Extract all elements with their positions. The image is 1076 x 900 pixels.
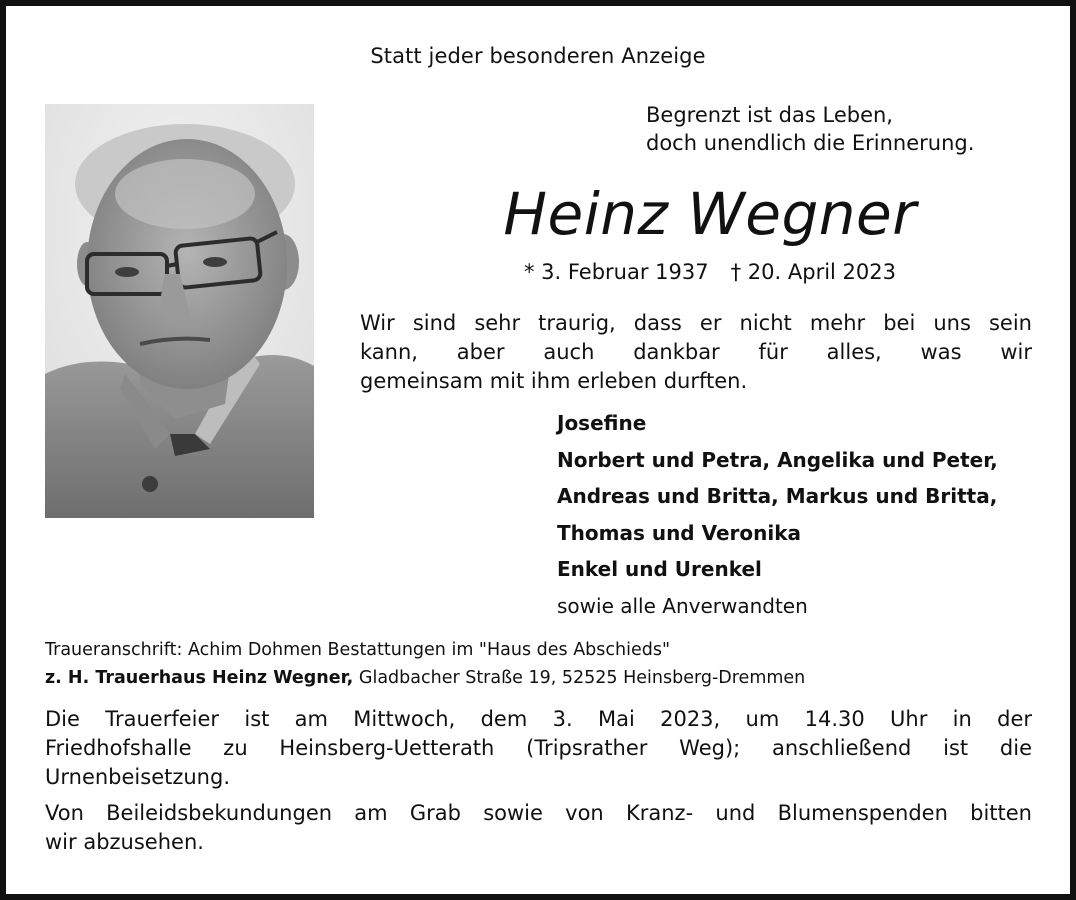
request-line: wir abzusehen. <box>45 830 204 854</box>
address-line-1: Traueranschrift: Achim Dohmen Bestattungen im "Haus des Abschieds" <box>45 640 671 660</box>
condolence-request <box>45 799 1032 857</box>
message-line: gemeinsam mit ihm erleben durften. <box>360 369 748 393</box>
mourner-name: Josefine <box>557 411 647 435</box>
life-dates <box>440 260 980 284</box>
mourning-address <box>45 636 805 692</box>
deceased-name: Heinz Wegner <box>503 180 917 248</box>
address-line-2 <box>45 664 805 692</box>
ceremony-line: Friedhofshalle zu Heinsberg-Uetterath (Tripsrather Weg); anschließend ist die <box>45 736 1032 760</box>
portrait-photo <box>45 104 314 518</box>
address-street: Gladbacher Straße 19, 52525 Heinsberg-Dremmen <box>353 668 806 688</box>
mourner-name: Thomas und Veronika <box>557 520 802 545</box>
mourners-list <box>557 405 998 624</box>
mourner-name: Andreas und Britta, Markus und Britta, <box>557 484 998 508</box>
portrait-illustration <box>45 104 314 518</box>
address-recipient: z. H. Trauerhaus Heinz Wegner, <box>45 668 354 688</box>
notice-line: Statt jeder besonderen Anzeige <box>370 44 706 68</box>
message-line: kann, aber auch dankbar für alles, was wir <box>360 340 1032 364</box>
quote-line-1: Begrenzt ist das Leben, <box>646 103 893 127</box>
birth-date: * 3. Februar 1937 <box>523 260 709 284</box>
mourners-closing: sowie alle Anverwandten <box>557 593 808 618</box>
death-date: † 20. April 2023 <box>730 260 896 284</box>
ceremony-line: Urnenbeisetzung. <box>45 765 231 789</box>
request-line: Von Beileidsbekundungen am Grab sowie von Kranz- und Blumenspenden bitten <box>45 801 1032 825</box>
mourning-message <box>360 309 1032 396</box>
memorial-quote <box>646 101 1046 157</box>
mourner-name: Norbert und Petra, Angelika und Peter, <box>557 447 998 472</box>
ceremony-line: Die Trauerfeier ist am Mittwoch, dem 3. Mai 2023, um 14.30 Uhr in der <box>45 707 1032 731</box>
quote-line-2: doch unendlich die Erinnerung. <box>646 131 975 155</box>
message-line: Wir sind sehr traurig, dass er nicht mehr bei uns sein <box>360 311 1032 335</box>
ceremony-info <box>45 705 1032 792</box>
mourner-name: Enkel und Urenkel <box>557 557 762 581</box>
